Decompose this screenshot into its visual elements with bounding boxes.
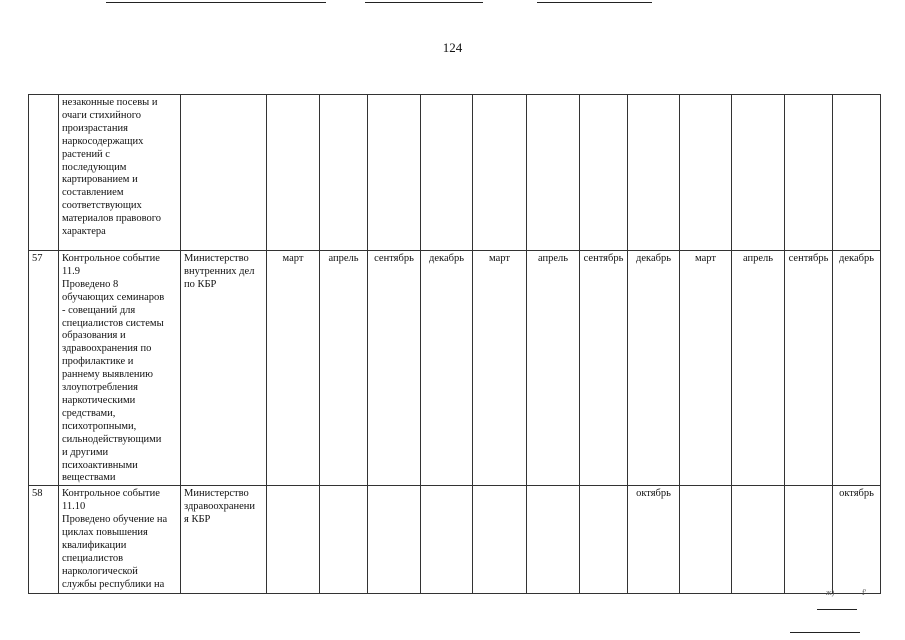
executor-cell-line: Министерство <box>184 488 249 500</box>
bottom-rule-2 <box>790 632 860 633</box>
month-cell <box>527 486 580 594</box>
month-cell <box>732 486 785 594</box>
executor-cell-line: внутренних дел <box>184 265 255 277</box>
table-row <box>29 251 881 486</box>
row-number <box>29 95 59 251</box>
month-cell: сентябрь <box>580 251 628 486</box>
event-cell <box>59 95 181 251</box>
month-cell <box>473 95 527 251</box>
month-cell <box>732 95 785 251</box>
event-cell-line: образования и <box>62 330 126 342</box>
event-cell-line: характера <box>62 226 106 238</box>
event-cell-line: картированием и <box>62 174 138 186</box>
executor-cell-line: по КБР <box>184 278 217 290</box>
month-cell <box>368 486 421 594</box>
event-cell-line: злоупотребления <box>62 382 138 394</box>
month-cell <box>580 486 628 594</box>
event-cell-line: растений с <box>62 148 110 160</box>
event-cell-line: циклах повышения <box>62 527 148 539</box>
event-cell-line: материалов правового <box>62 213 162 225</box>
month-cell <box>267 95 320 251</box>
row-number: 58 <box>29 486 59 594</box>
month-cell: сентябрь <box>368 251 421 486</box>
month-cell: декабрь <box>628 251 680 486</box>
event-cell-line: и другими <box>62 446 109 458</box>
month-cell: март <box>680 251 732 486</box>
month-cell <box>320 95 368 251</box>
month-cell: сентябрь <box>785 251 833 486</box>
month-cell <box>680 486 732 594</box>
event-cell-line: - совещаний для <box>62 304 136 316</box>
month-cell: декабрь <box>421 251 473 486</box>
month-cell: март <box>473 251 527 486</box>
executor-cell-line: я КБР <box>184 514 211 526</box>
executor-cell <box>181 486 267 594</box>
month-cell <box>580 95 628 251</box>
month-cell: декабрь <box>833 251 881 486</box>
month-cell <box>680 95 732 251</box>
event-cell-line: составлением <box>62 187 124 199</box>
month-cell <box>785 95 833 251</box>
event-cell-line: наркотическими <box>62 394 136 406</box>
event-cell-line: веществами <box>62 472 116 484</box>
event-cell-line: наркосодержащих <box>62 135 144 147</box>
top-rule-middle <box>365 2 483 3</box>
event-cell-line: обучающих семинаров <box>62 291 165 303</box>
month-cell <box>421 95 473 251</box>
event-cell-line: средствами, <box>62 407 116 419</box>
event-cell-line: произрастания <box>62 122 128 134</box>
event-cell-line: психоактивными <box>62 459 138 471</box>
margin-mark-2: f' <box>862 588 867 597</box>
month-cell <box>267 486 320 594</box>
page-number: 124 <box>442 40 463 55</box>
event-cell-line: Контрольное событие <box>62 488 160 500</box>
plan-table <box>28 94 881 594</box>
month-cell <box>527 95 580 251</box>
month-cell <box>785 486 833 594</box>
top-rule-left <box>106 2 326 3</box>
event-cell-line: очаги стихийного <box>62 109 141 121</box>
month-cell: март <box>267 251 320 486</box>
margin-mark-1: ж) <box>826 588 835 597</box>
event-cell-line: Контрольное событие <box>62 253 160 264</box>
table-row <box>29 486 881 594</box>
event-cell-line: Проведено обучение на <box>62 514 168 526</box>
event-cell <box>59 251 181 486</box>
executor-cell-line: Министерство <box>184 253 249 264</box>
month-cell: апрель <box>732 251 785 486</box>
month-cell: октябрь <box>628 486 680 594</box>
event-cell-line: специалистов системы <box>62 317 164 329</box>
month-cell: апрель <box>320 251 368 486</box>
event-cell-line: 11.10 <box>62 501 86 513</box>
executor-cell-line: здравоохранени <box>184 501 256 513</box>
row-number: 57 <box>29 251 59 486</box>
event-cell-line: соответствующих <box>62 200 142 212</box>
month-cell: апрель <box>527 251 580 486</box>
event-cell-line: психотропными, <box>62 420 137 432</box>
table-row <box>29 95 881 251</box>
event-cell-line: службы республики на <box>62 578 165 590</box>
month-cell <box>368 95 421 251</box>
month-cell: октябрь <box>833 486 881 594</box>
event-cell-line: наркологической <box>62 565 138 577</box>
event-cell-line: последующим <box>62 161 127 173</box>
event-cell-line: незаконные посевы и <box>62 97 158 108</box>
month-cell <box>320 486 368 594</box>
event-cell-line: специалистов <box>62 552 124 564</box>
event-cell-line: раннему выявлению <box>62 369 153 381</box>
event-cell-line: профилактике и <box>62 356 134 368</box>
month-cell <box>833 95 881 251</box>
event-cell <box>59 486 181 594</box>
event-cell-line: здравоохранения по <box>62 343 152 355</box>
executor-cell <box>181 251 267 486</box>
bottom-rule-1 <box>817 609 857 610</box>
executor-cell <box>181 95 267 251</box>
month-cell <box>628 95 680 251</box>
event-cell-line: Проведено 8 <box>62 278 119 290</box>
event-cell-line: 11.9 <box>62 265 80 277</box>
month-cell <box>421 486 473 594</box>
event-cell-line: квалификации <box>62 539 127 551</box>
event-cell-line: сильнодействующими <box>62 433 162 445</box>
month-cell <box>473 486 527 594</box>
top-rule-right <box>537 2 652 3</box>
